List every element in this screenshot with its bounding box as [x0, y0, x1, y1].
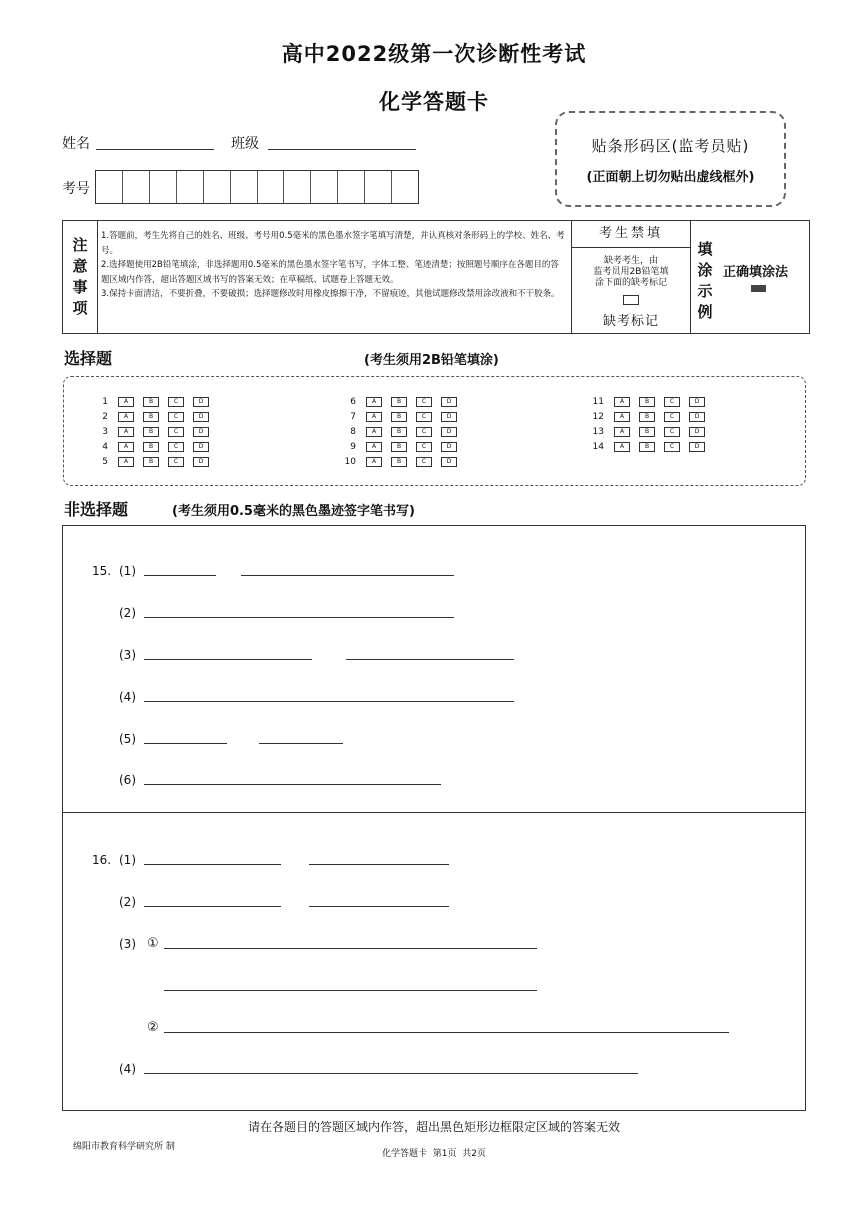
notice-heading-char: 注	[72, 236, 88, 254]
fill-example-label: 正确填涂法	[723, 265, 789, 280]
mc-option-bubble-c[interactable]: C	[168, 442, 184, 452]
mc-option-bubble-b[interactable]: B	[639, 397, 655, 407]
q16-part3-label: (3)	[119, 937, 136, 951]
mc-section-note: (考生须用2B铅笔填涂)	[364, 353, 499, 368]
mc-question-row	[76, 426, 218, 437]
forbid-message-line: 涂下面的缺考标记	[594, 278, 667, 288]
mc-option-bubble-b[interactable]: B	[391, 397, 407, 407]
q16-part3-sub2: ②	[147, 1020, 159, 1035]
mc-option-bubble-a[interactable]: A	[118, 427, 134, 437]
mc-answer-area	[63, 376, 806, 486]
mc-option-bubble-c[interactable]: C	[416, 457, 432, 467]
mc-question-row	[324, 426, 466, 437]
nonmc-section-note: (考生须用0.5毫米的黑色墨迹签字笔书写)	[172, 504, 415, 519]
mc-question-row	[76, 441, 218, 452]
mc-option-bubble-a[interactable]: A	[366, 457, 382, 467]
fill-example-heading	[693, 239, 717, 323]
forbid-message-line: 监考员用2B铅笔填	[593, 267, 669, 277]
mc-option-bubble-b[interactable]: B	[639, 427, 655, 437]
mc-question-number: 13	[592, 426, 604, 437]
nonmc-section-title: 非选择题	[64, 500, 129, 519]
mc-option-bubble-b[interactable]: B	[639, 442, 655, 452]
mc-question-number: 12	[592, 411, 604, 422]
mc-option-bubble-c[interactable]: C	[664, 427, 680, 437]
name-field[interactable]	[96, 133, 214, 150]
q15-part4-blank[interactable]	[144, 687, 514, 702]
id-digit-cell[interactable]	[258, 171, 285, 203]
barcode-title: 贴条形码区(监考员贴)	[591, 137, 750, 155]
mc-option-bubble-c[interactable]: C	[168, 412, 184, 422]
fill-example-swatch	[751, 285, 766, 292]
mc-option-bubble-a[interactable]: A	[366, 427, 382, 437]
mc-question-number: 6	[350, 396, 356, 407]
q15-part3-blank-a[interactable]	[144, 645, 312, 660]
mc-option-bubble-c[interactable]: C	[664, 397, 680, 407]
id-digit-cell[interactable]	[204, 171, 231, 203]
id-digit-cell[interactable]	[123, 171, 150, 203]
mc-question-row	[324, 411, 466, 422]
mc-question-row	[324, 396, 466, 407]
absent-label: 缺考标记	[602, 314, 659, 329]
id-digit-cell[interactable]	[311, 171, 338, 203]
notice-item: 1.答题前，考生先将自己的姓名、班级、考号用0.5毫米的黑色墨水签字笔填写清楚，并认真核对条形码上的学校、姓名、考号。	[101, 231, 565, 256]
footer-publisher: 绵阳市教育科学研究所 制	[73, 1142, 175, 1152]
mc-option-bubble-b[interactable]: B	[143, 457, 159, 467]
footer-page-info: 化学答题卡 第1页 共2页	[382, 1149, 486, 1159]
mc-option-bubble-c[interactable]: C	[168, 427, 184, 437]
mc-option-bubble-b[interactable]: B	[143, 397, 159, 407]
mc-option-bubble-c[interactable]: C	[664, 412, 680, 422]
mc-option-bubble-b[interactable]: B	[143, 412, 159, 422]
mc-option-bubble-a[interactable]: A	[614, 397, 630, 407]
forbid-message-line: 缺考考生，由	[603, 256, 658, 266]
notice-heading-char: 事	[72, 278, 88, 296]
mc-option-bubble-b[interactable]: B	[391, 412, 407, 422]
q16-part3-sub1-blank-a[interactable]	[164, 934, 537, 949]
q15-part5-blank-b[interactable]	[259, 729, 343, 744]
mc-option-bubble-b[interactable]: B	[143, 442, 159, 452]
mc-option-bubble-d[interactable]: D	[689, 442, 705, 452]
id-digit-cell[interactable]	[231, 171, 258, 203]
q16-part3-sub1-blank-b[interactable]	[164, 976, 537, 991]
mc-option-bubble-a[interactable]: A	[118, 412, 134, 422]
mc-option-bubble-a[interactable]: A	[118, 457, 134, 467]
id-digit-cell[interactable]	[392, 171, 418, 203]
id-digit-cell[interactable]	[177, 171, 204, 203]
id-digit-cell[interactable]	[284, 171, 311, 203]
forbid-title: 考生禁填	[572, 221, 690, 248]
class-field[interactable]	[268, 133, 416, 150]
mc-question-row	[324, 441, 466, 452]
mc-option-bubble-d[interactable]: D	[193, 427, 209, 437]
id-digit-cell[interactable]	[338, 171, 365, 203]
forbid-message	[572, 256, 690, 289]
notice-item: 2.选择题使用2B铅笔填涂，非选择题用0.5毫米的黑色墨水签字笔书写，字体工整、笔迹清楚；按照题号顺序在各题目的答题区域内作答，超出答题区域书写的答案无效；在草稿纸、试题卷上答题无效。	[101, 260, 559, 285]
mc-option-bubble-a[interactable]: A	[118, 442, 134, 452]
mc-option-bubble-d[interactable]: D	[193, 397, 209, 407]
q15-part6-blank[interactable]	[144, 770, 441, 785]
mc-question-number: 14	[592, 441, 604, 452]
mc-option-bubble-d[interactable]: D	[689, 397, 705, 407]
q15-part1-blank-b[interactable]	[241, 561, 454, 576]
notice-heading-char: 项	[72, 299, 88, 317]
mc-option-bubble-c[interactable]: C	[416, 397, 432, 407]
mc-option-bubble-c[interactable]: C	[168, 457, 184, 467]
q16-part1-blank-b[interactable]	[309, 850, 449, 865]
notice-box	[62, 220, 810, 334]
footer-warning: 请在各题目的答题区域内作答，超出黑色矩形边框限定区域的答案无效	[247, 1120, 620, 1134]
q15-part3-label: (3)	[119, 648, 136, 662]
mc-question-row	[572, 441, 714, 452]
fill-heading-char: 填	[697, 240, 713, 258]
mc-question-row	[76, 456, 218, 467]
q15-part5-label: (5)	[119, 732, 136, 746]
id-digit-cell[interactable]	[96, 171, 123, 203]
mc-option-bubble-d[interactable]: D	[441, 457, 457, 467]
mc-option-bubble-d[interactable]: D	[193, 442, 209, 452]
id-digit-cell[interactable]	[365, 171, 392, 203]
mc-option-bubble-a[interactable]: A	[614, 427, 630, 437]
mc-question-number: 8	[350, 426, 356, 437]
q15-part2-blank[interactable]	[144, 603, 454, 618]
class-label: 班级	[231, 136, 259, 152]
mc-question-number: 1	[102, 396, 108, 407]
question-divider	[62, 812, 806, 813]
mc-option-bubble-c[interactable]: C	[168, 397, 184, 407]
q16-part2-blank-a[interactable]	[144, 892, 281, 907]
mc-question-number: 2	[102, 411, 108, 422]
mc-option-bubble-b[interactable]: B	[639, 412, 655, 422]
mc-option-bubble-a[interactable]: A	[366, 412, 382, 422]
examiner-only-box	[571, 221, 691, 333]
mc-option-bubble-c[interactable]: C	[416, 427, 432, 437]
id-label: 考号	[62, 181, 90, 197]
card-title: 化学答题卡	[379, 90, 489, 114]
id-digit-cell[interactable]	[150, 171, 177, 203]
mc-question-row	[572, 426, 714, 437]
mc-question-row	[76, 411, 218, 422]
q16-part3-sub1: ①	[147, 936, 159, 951]
mc-option-bubble-d[interactable]: D	[441, 442, 457, 452]
mc-question-number: 7	[350, 411, 356, 422]
mc-option-bubble-b[interactable]: B	[391, 427, 407, 437]
notice-items	[101, 229, 567, 302]
q16-part3-sub2-blank[interactable]	[164, 1018, 729, 1033]
mc-option-bubble-d[interactable]: D	[193, 412, 209, 422]
q15-part1-label: (1)	[119, 564, 136, 578]
notice-heading-char: 意	[72, 257, 88, 275]
q15-part1-blank-a[interactable]	[144, 561, 216, 576]
mc-option-bubble-a[interactable]: A	[366, 442, 382, 452]
mc-question-number: 11	[592, 396, 604, 407]
mc-question-number: 3	[102, 426, 108, 437]
mc-option-bubble-d[interactable]: D	[689, 427, 705, 437]
mc-section-title: 选择题	[64, 349, 113, 368]
name-label: 姓名	[62, 136, 90, 152]
mc-option-bubble-a[interactable]: A	[366, 397, 382, 407]
mc-option-bubble-b[interactable]: B	[391, 442, 407, 452]
mc-option-bubble-d[interactable]: D	[441, 427, 457, 437]
mc-question-row	[76, 396, 218, 407]
mc-option-bubble-a[interactable]: A	[118, 397, 134, 407]
q15-part4-label: (4)	[119, 690, 136, 704]
mc-option-bubble-c[interactable]: C	[416, 442, 432, 452]
q16-part4-blank[interactable]	[144, 1059, 638, 1074]
barcode-note: (正面朝上切勿贴出虚线框外)	[586, 170, 755, 185]
mc-option-bubble-a[interactable]: A	[614, 412, 630, 422]
mc-option-bubble-d[interactable]: D	[689, 412, 705, 422]
q15-part2-label: (2)	[119, 606, 136, 620]
mc-option-bubble-a[interactable]: A	[614, 442, 630, 452]
mc-question-row	[572, 396, 714, 407]
q16-part2-label: (2)	[119, 895, 136, 909]
fill-heading-char: 涂	[697, 261, 713, 279]
q15-number: 15.	[92, 564, 112, 578]
notice-heading	[63, 221, 98, 333]
notice-item: 3.保持卡面清洁，不要折叠，不要破损；选择题修改时用橡皮擦擦干净，不留痕迹，其他试题修改禁用涂改液和不干胶条。	[101, 289, 560, 299]
mc-option-bubble-b[interactable]: B	[143, 427, 159, 437]
q15-part3-blank-b[interactable]	[346, 645, 514, 660]
q15-part5-blank-a[interactable]	[144, 729, 227, 744]
mc-option-bubble-d[interactable]: D	[441, 397, 457, 407]
mc-option-bubble-d[interactable]: D	[193, 457, 209, 467]
mc-option-bubble-b[interactable]: B	[391, 457, 407, 467]
mc-question-row	[324, 456, 466, 467]
barcode-area	[555, 111, 786, 207]
mc-question-row	[572, 411, 714, 422]
mc-option-bubble-c[interactable]: C	[664, 442, 680, 452]
mc-question-number: 5	[102, 456, 108, 467]
q16-part2-blank-b[interactable]	[309, 892, 449, 907]
fill-heading-char: 示	[697, 282, 713, 300]
id-number-grid[interactable]	[95, 170, 419, 204]
q15-part6-label: (6)	[119, 773, 136, 787]
fill-heading-char: 例	[697, 303, 713, 321]
absent-mark-box[interactable]	[623, 295, 639, 305]
q16-part1-blank-a[interactable]	[144, 850, 281, 865]
mc-question-number: 4	[102, 441, 108, 452]
exam-title: 高中2022级第一次诊断性考试	[281, 42, 587, 66]
q16-part1-label: (1)	[119, 853, 136, 867]
q16-part4-label: (4)	[119, 1062, 136, 1076]
mc-question-number: 10	[344, 456, 356, 467]
mc-option-bubble-d[interactable]: D	[441, 412, 457, 422]
mc-option-bubble-c[interactable]: C	[416, 412, 432, 422]
mc-question-number: 9	[350, 441, 356, 452]
q16-number: 16.	[92, 853, 112, 867]
